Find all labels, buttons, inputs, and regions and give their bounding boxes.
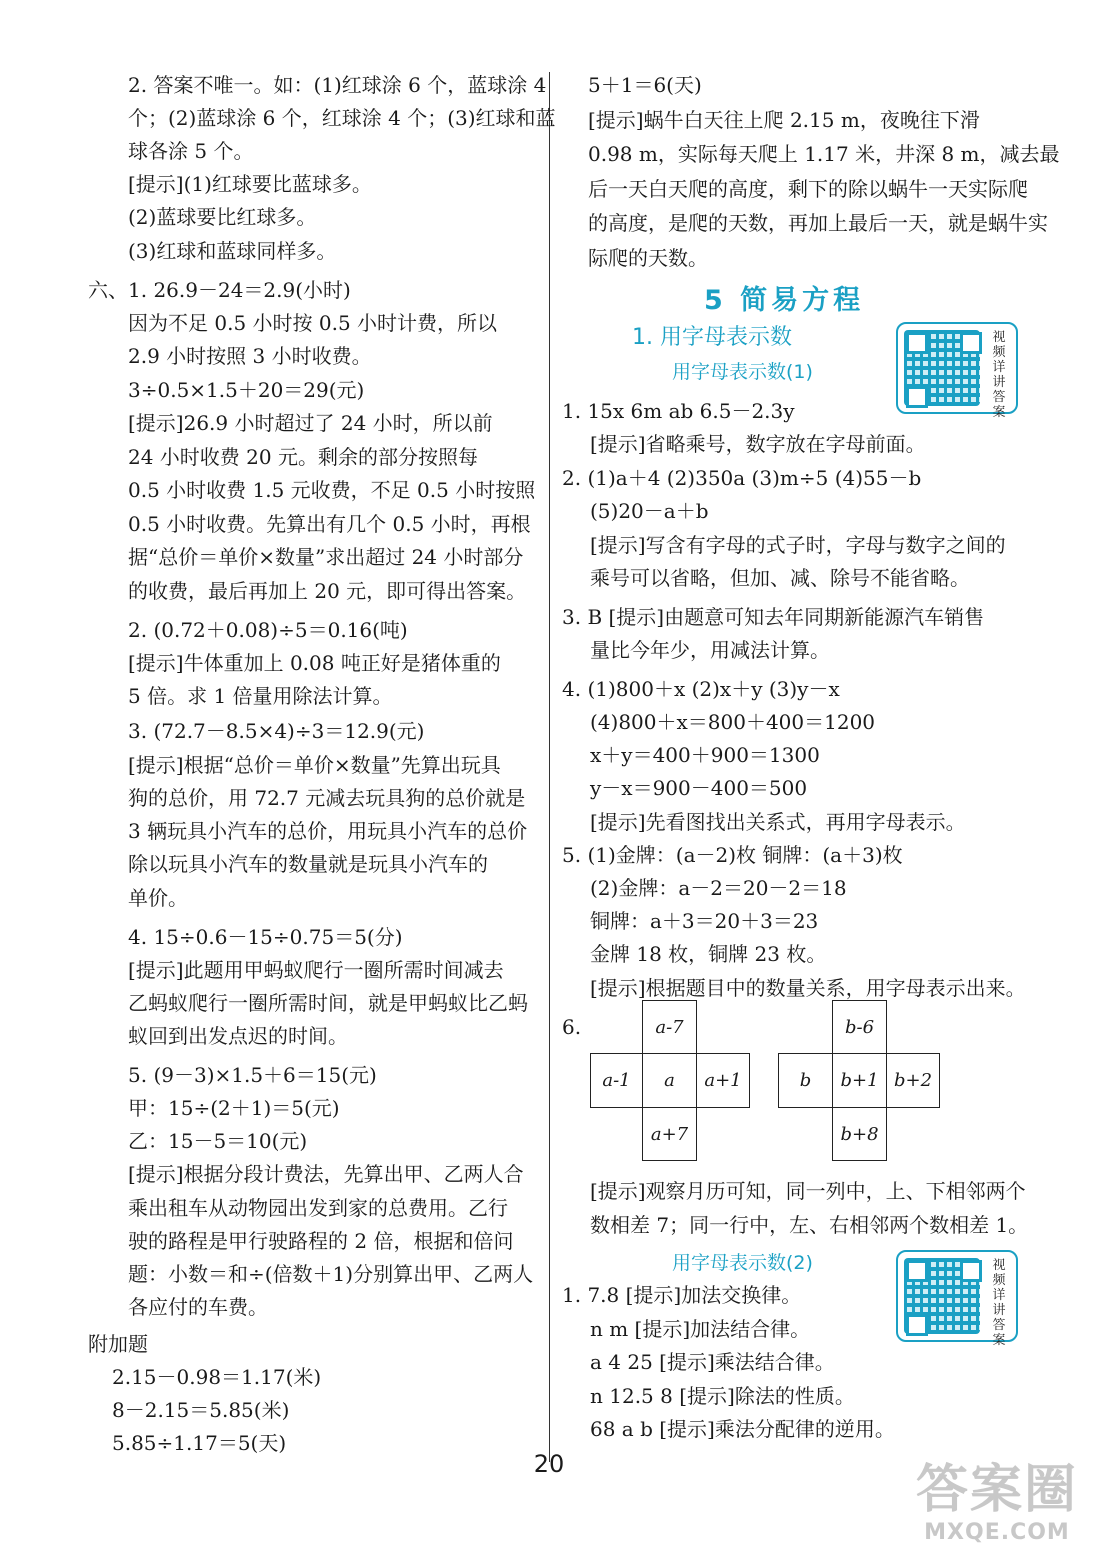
lesson1-line: [提示]写含有字母的式子时，字母与数字之间的 <box>590 533 1006 557</box>
left-line: 0.5 小时收费 1.5 元收费，不足 0.5 小时按照 <box>128 478 536 502</box>
watermark <box>916 1460 1078 1545</box>
left-line: [提示]牛体重加上 0.08 吨正好是猪体重的 <box>128 651 501 675</box>
lesson1-line: [提示]根据题目中的数量关系，用字母表示出来。 <box>590 976 1026 1000</box>
qr-corner <box>906 332 928 354</box>
lesson1-line: 量比今年少，用减法计算。 <box>590 638 830 662</box>
left-line: (2)蓝球要比红球多。 <box>128 205 317 229</box>
left-line: 乙：15－5＝10(元) <box>128 1129 308 1153</box>
lesson1-line: 5. (1)金牌：(a－2)枚 铜牌：(a＋3)枚 <box>562 843 903 867</box>
qr-label: 视频详讲答案 <box>992 1258 1006 1348</box>
cell-center: b+1 <box>832 1053 887 1108</box>
left-line: [提示](1)红球要比蓝球多。 <box>128 172 372 196</box>
left-line: 驶的路程是甲行驶路程的 2 倍，根据和倍问 <box>128 1229 514 1253</box>
left-line: 除以玩具小汽车的数量就是玩具小汽车的 <box>128 852 488 876</box>
section-title: 1. 用字母表示数 <box>632 325 792 350</box>
left-line: 3÷0.5×1.5＋20＝29(元) <box>128 378 365 402</box>
qr-label: 视频详讲答案 <box>992 330 1006 420</box>
chapter-title: 5 简易方程 <box>704 285 865 316</box>
watermark-top: 答案圈 <box>915 1460 1078 1520</box>
cell-left: b <box>778 1053 833 1108</box>
qr-corner <box>906 1260 928 1282</box>
cell-top: a-7 <box>642 1000 697 1054</box>
left-line: 2.9 小时按照 3 小时收费。 <box>128 344 372 368</box>
lesson1-line: (4)800＋x＝800＋400＝1200 <box>590 710 876 734</box>
right-top-line: 际爬的天数。 <box>588 245 708 270</box>
qr-corner <box>960 332 982 354</box>
qr-corner <box>960 1260 982 1282</box>
watermark-bottom: MXQE.COM <box>924 1520 1070 1545</box>
left-line: 因为不足 0.5 小时按 0.5 小时计费，所以 <box>128 311 498 335</box>
left-line: 狗的总价，用 72.7 元减去玩具狗的总价就是 <box>128 786 526 810</box>
lesson1-line: 金牌 18 枚，铜牌 23 枚。 <box>590 942 827 966</box>
right-lesson1-tail-line: 数相差 7；同一行中，左、右相邻两个数相差 1。 <box>590 1212 1029 1237</box>
left-line: 3. (72.7－8.5×4)÷3＝12.9(元) <box>128 719 425 743</box>
lesson2-line: 1. 7.8 [提示]加法交换律。 <box>562 1283 802 1307</box>
left-line: 8－2.15＝5.85(米) <box>112 1398 290 1422</box>
left-line: 个；(2)蓝球涂 6 个，红球涂 4 个；(3)红球和蓝 <box>128 106 556 130</box>
cell-bottom: a+7 <box>642 1107 697 1161</box>
lesson1-line: 2. (1)a＋4 (2)350a (3)m÷5 (4)55－b <box>562 466 922 490</box>
left-line: 单价。 <box>128 886 188 910</box>
lesson1-line: 6. <box>562 1015 582 1039</box>
qr-corner <box>906 1314 928 1336</box>
left-line: 题：小数＝和÷(倍数＋1)分别算出甲、乙两人 <box>128 1262 534 1286</box>
lesson1-line: (2)金牌：a－2＝20－2＝18 <box>590 876 847 900</box>
column-divider <box>549 72 550 1462</box>
lesson2-line: 68 a b [提示]乘法分配律的逆用。 <box>590 1417 895 1441</box>
right-top-line: 5＋1＝6(天) <box>588 73 702 97</box>
lesson2-line: a 4 25 [提示]乘法结合律。 <box>590 1350 835 1374</box>
left-line: 2. (0.72＋0.08)÷5＝0.16(吨) <box>128 618 408 642</box>
left-line: 5 倍。求 1 倍量用除法计算。 <box>128 684 393 708</box>
qr-code-2[interactable] <box>896 1250 1018 1348</box>
right-lesson1-tail-line: [提示]观察月历可知，同一列中，上、下相邻两个 <box>590 1179 1026 1203</box>
left-line: [提示]26.9 小时超过了 24 小时，所以前 <box>128 411 493 435</box>
qr-corner <box>906 386 928 408</box>
lesson1-line: y－x＝900－400＝500 <box>590 776 808 800</box>
page-number: 20 <box>533 1450 565 1478</box>
lesson2-line: n 12.5 8 [提示]除法的性质。 <box>590 1383 855 1408</box>
lesson1-title: 用字母表示数(1) <box>672 361 813 383</box>
left-line: [提示]根据“总价＝单价×数量”先算出玩具 <box>128 753 501 777</box>
cell-top: b-6 <box>832 1000 887 1054</box>
cell-center: a <box>642 1053 697 1108</box>
cell-right: a+1 <box>696 1053 750 1108</box>
left-line: 附加题 <box>88 1332 148 1356</box>
left-line: 2. 答案不唯一。如：(1)红球涂 6 个，蓝球涂 4 <box>128 73 547 97</box>
lesson1-line: 3. B [提示]由题意可知去年同期新能源汽车销售 <box>562 605 985 629</box>
lesson1-line: 4. (1)800＋x (2)x＋y (3)y－x <box>562 677 840 701</box>
right-top-line: 0.98 m，实际每天爬上 1.17 米，井深 8 m，减去最 <box>588 142 1060 166</box>
left-line: (3)红球和蓝球同样多。 <box>128 239 337 263</box>
lesson1-line: 乘号可以省略，但加、减、除号不能省略。 <box>590 566 970 590</box>
left-line: 据“总价＝单价×数量”求出超过 24 小时部分 <box>128 545 524 569</box>
left-line: 3 辆玩具小汽车的总价，用玩具小汽车的总价 <box>128 819 528 843</box>
lesson1-line: x＋y＝400＋900＝1300 <box>590 743 820 767</box>
left-line: 甲：15÷(2＋1)＝5(元) <box>128 1096 340 1120</box>
lesson1-line: [提示]先看图找出关系式，再用字母表示。 <box>590 810 966 834</box>
left-line: 5.85÷1.17＝5(天) <box>112 1431 287 1455</box>
left-line: 5. (9－3)×1.5＋6＝15(元) <box>128 1063 377 1087</box>
lesson2-line: n m [提示]加法结合律。 <box>590 1316 811 1341</box>
left-line: 六、1. 26.9－24＝2.9(小时) <box>88 278 351 302</box>
left-line: 4. 15÷0.6－15÷0.75＝5(分) <box>128 925 403 949</box>
left-line: 2.15－0.98＝1.17(米) <box>112 1365 322 1389</box>
lesson1-line: [提示]省略乘号，数字放在字母前面。 <box>590 432 926 456</box>
right-top-line: 后一天白天爬的高度，剩下的除以蜗牛一天实际爬 <box>588 176 1028 201</box>
left-line: 乙蚂蚁爬行一圈所需时间，就是甲蚂蚁比乙蚂 <box>128 991 528 1015</box>
left-line: 蚁回到出发点迟的时间。 <box>128 1024 348 1048</box>
left-line: 各应付的车费。 <box>128 1295 268 1319</box>
left-line: 的收费，最后再加上 20 元，即可得出答案。 <box>128 579 527 603</box>
lesson2-title: 用字母表示数(2) <box>672 1252 813 1274</box>
left-line: 24 小时收费 20 元。剩余的部分按照每 <box>128 445 478 469</box>
left-line: [提示]此题用甲蚂蚁爬行一圈所需时间减去 <box>128 958 504 982</box>
right-top-line: 的高度，是爬的天数，再加上最后一天，就是蜗牛实 <box>588 211 1048 235</box>
lesson1-line: (5)20－a＋b <box>590 499 709 523</box>
lesson1-line: 铜牌：a＋3＝20＋3＝23 <box>590 909 819 933</box>
cell-right: b+2 <box>886 1053 940 1108</box>
left-line: 0.5 小时收费。先算出有几个 0.5 小时，再根 <box>128 512 531 536</box>
left-line: 乘出租车从动物园出发到家的总费用。乙行 <box>128 1196 508 1220</box>
left-line: 球各涂 5 个。 <box>128 139 254 163</box>
qr-code-1[interactable] <box>896 322 1018 420</box>
lesson1-line: 1. 15x 6m ab 6.5－2.3y <box>562 399 795 423</box>
cell-left: a-1 <box>590 1053 643 1108</box>
right-top-line: [提示]蜗牛白天往上爬 2.15 m，夜晚往下滑 <box>588 107 980 132</box>
cell-bottom: b+8 <box>832 1107 887 1161</box>
left-line: [提示]根据分段计费法，先算出甲、乙两人合 <box>128 1162 524 1186</box>
